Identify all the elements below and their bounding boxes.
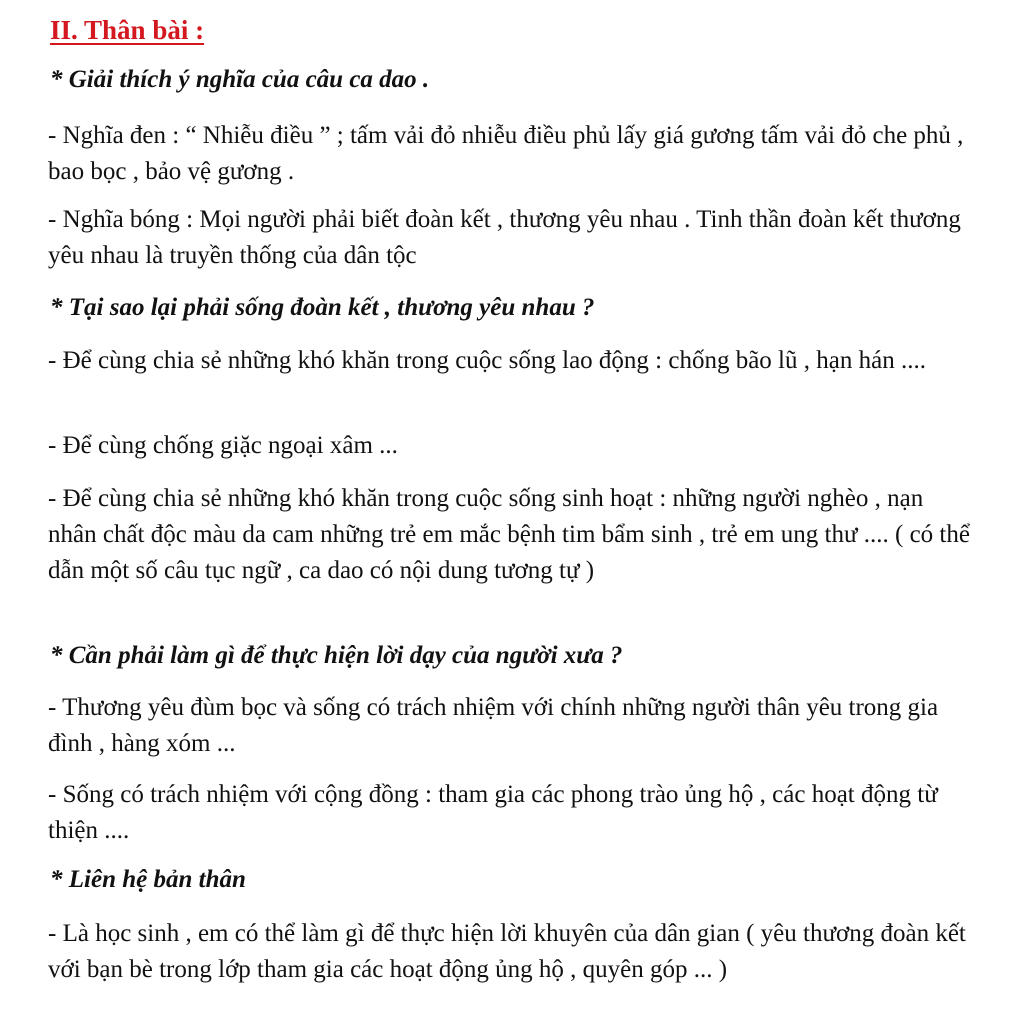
subheading-explanation: * Giải thích ý nghĩa của câu ca dao . [50,66,430,93]
subheading-self-reflection: * Liên hệ bản thân [50,866,246,893]
subheading-what-to-do: * Cần phải làm gì để thực hiện lời dạy của người xưa ? [50,642,623,669]
paragraph-student-action: - Là học sinh , em có thể làm gì để thực hiện lời khuyên của dân gian ( yêu thương đoàn kết với bạn bè trong lớp tham gia các hoạt động ủng hộ , quyên góp ... ) [48,920,966,983]
paragraph-fight-invaders: - Để cùng chống giặc ngoại xâm ... [48,432,398,459]
subheading-why-unite: * Tại sao lại phải sống đoàn kết , thương yêu nhau ? [50,294,595,321]
paragraph-share-hardship-life: - Để cùng chia sẻ những khó khăn trong cuộc sống sinh hoạt : những người nghèo , nạn nhân chất độc màu da cam những trẻ em mắc bệnh tim bẩm sinh , trẻ em ung thư .... ( có thể dẫn một số câu tục ngữ , ca dao có nội dung tương tự ) [48,485,970,584]
paragraph-figurative-meaning: - Nghĩa bóng : Mọi người phải biết đoàn kết , thương yêu nhau . Tinh thần đoàn kết thương yêu nhau là truyền thống của dân tộc [48,206,961,269]
paragraph-love-family: - Thương yêu đùm bọc và sống có trách nhiệm với chính những người thân yêu trong gia đình , hàng xóm ... [48,694,939,757]
section-heading: II. Thân bài : [50,15,205,45]
paragraph-share-hardship-labor: - Để cùng chia sẻ những khó khăn trong cuộc sống lao động : chống bão lũ , hạn hán .... [48,347,926,374]
paragraph-literal-meaning: - Nghĩa đen : “ Nhiễu điều ” ; tấm vải đỏ nhiễu điều phủ lấy giá gương tấm vải đỏ che phủ , bao bọc , bảo vệ gương . [48,122,964,185]
paragraph-community-responsibility: - Sống có trách nhiệm với cộng đồng : tham gia các phong trào ủng hộ , các hoạt động từ thiện .... [48,781,938,844]
